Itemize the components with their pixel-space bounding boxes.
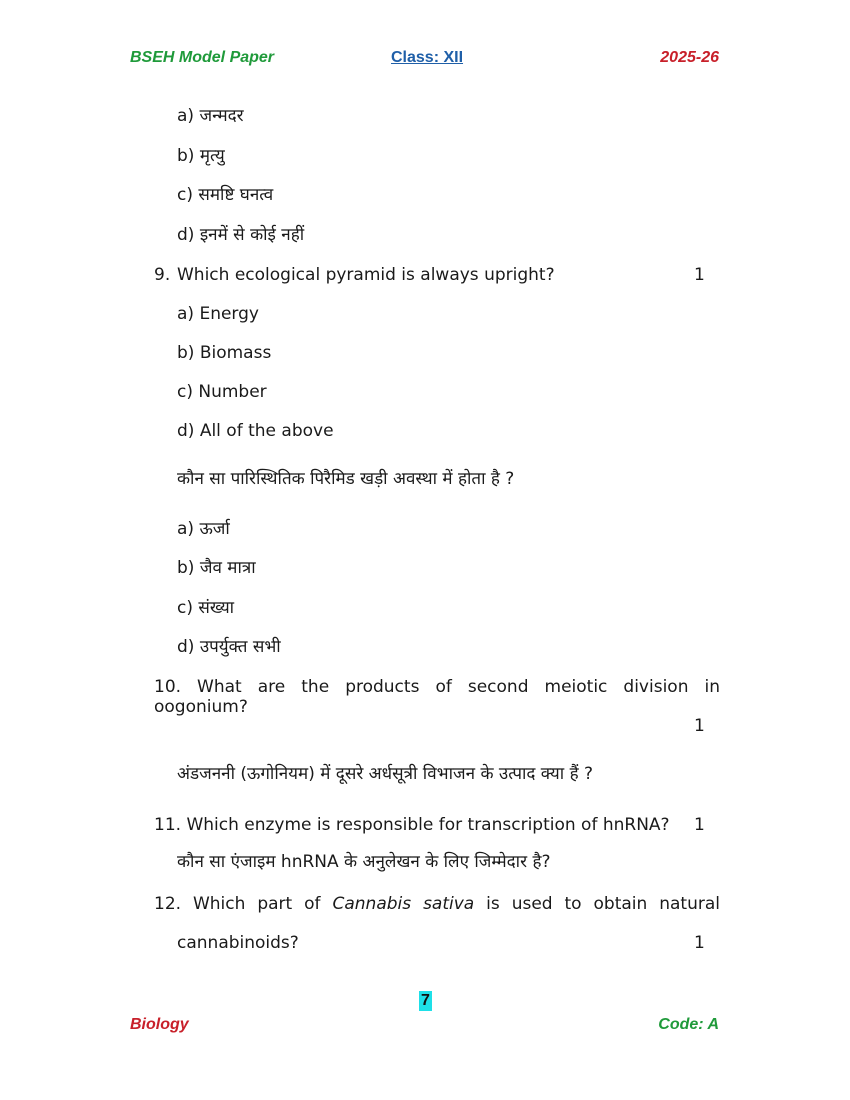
header-year: 2025-26 — [660, 49, 719, 66]
q10-marks: 1 — [694, 716, 705, 736]
q12-tail: is used to obtain natural — [486, 894, 721, 914]
q8-option-a-hi: a) जन्मदर — [177, 106, 244, 126]
q12-line-2: cannabinoids? — [177, 933, 299, 953]
q9-option-d: d) All of the above — [177, 421, 334, 441]
q9-marks: 1 — [694, 265, 705, 285]
q9-option-c-hi: c) संख्या — [177, 598, 235, 618]
q9-text: Which ecological pyramid is always upright? — [177, 265, 555, 285]
q8-option-c-hi: c) समष्टि घनत्व — [177, 185, 274, 205]
q12-lead: 12. Which part of — [154, 894, 321, 914]
q9-option-b: b) Biomass — [177, 343, 272, 363]
q9-option-a-hi: a) ऊर्जा — [177, 519, 230, 539]
header-class: Class: XII — [391, 49, 464, 66]
q9-option-d-hi: d) उपर्युक्त सभी — [177, 637, 281, 657]
q12-species: Cannabis sativa — [332, 894, 475, 914]
q8-option-d-hi: d) इनमें से कोई नहीं — [177, 225, 305, 245]
q10-text: 10. What are the products of second meiotic division in oogonium? — [154, 677, 720, 717]
q9-text-hi: कौन सा पारिस्थितिक पिरैमिड खड़ी अवस्था में होता है ? — [177, 469, 515, 489]
page-number: 7 — [421, 992, 430, 1009]
q12-line-1 — [154, 894, 720, 914]
q11-text: 11. Which enzyme is responsible for transcription of hnRNA? — [154, 815, 670, 835]
header-title: BSEH Model Paper — [130, 49, 275, 66]
footer-code: Code: A — [658, 1016, 719, 1033]
q11-marks: 1 — [694, 815, 705, 835]
q9-option-c: c) Number — [177, 382, 267, 402]
q11-text-hi: कौन सा एंजाइम hnRNA के अनुलेखन के लिए जिम्मेदार है? — [177, 852, 551, 872]
q8-option-b-hi: b) मृत्यु — [177, 146, 225, 166]
q12-marks: 1 — [694, 933, 705, 953]
footer-subject: Biology — [130, 1016, 189, 1033]
q10-text-hi: अंडजननी (ऊगोनियम) में दूसरे अर्धसूत्री विभाजन के उत्पाद क्या हैं ? — [177, 764, 594, 784]
q9-option-b-hi: b) जैव मात्रा — [177, 558, 256, 578]
q9-number: 9. — [154, 265, 171, 285]
q9-option-a: a) Energy — [177, 304, 259, 324]
